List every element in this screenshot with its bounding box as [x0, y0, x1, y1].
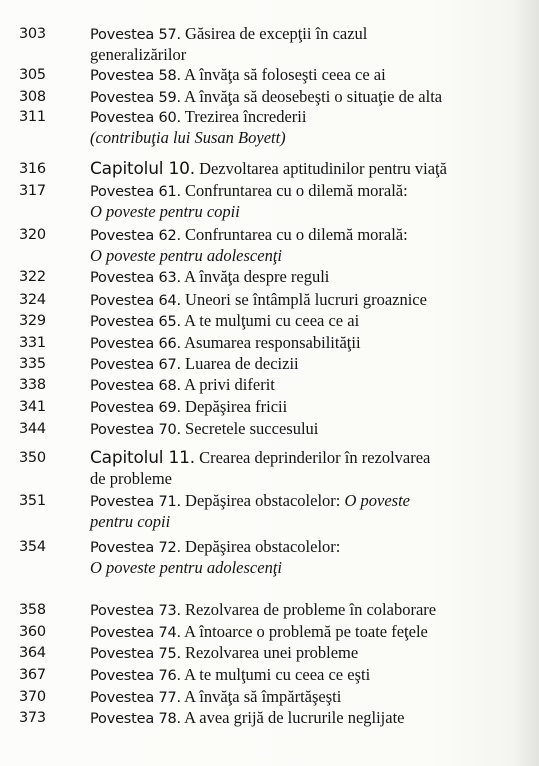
entry-title-line	[90, 419, 318, 440]
entry-title-text: A învăţa să împărtăşeşti	[184, 687, 342, 706]
page-number: 338	[19, 377, 46, 393]
entry-title-text: Depăşirea obstacolelor:	[185, 491, 341, 510]
entry-title-line	[90, 512, 170, 532]
entry-title-line	[90, 354, 299, 375]
page-number: 341	[19, 399, 46, 415]
entry-title-line	[90, 491, 410, 512]
entry-title-text: Crearea deprinderilor în rezolvarea	[199, 448, 431, 467]
entry-title-text: Dezvoltarea aptitudinilor pentru viaţă	[199, 159, 447, 178]
page-number: 373	[19, 710, 46, 726]
entry-title-line	[90, 181, 408, 202]
page-number: 329	[19, 313, 46, 329]
story-label: Povestea 75.	[90, 646, 181, 662]
story-label: Povestea 58.	[90, 68, 181, 84]
story-label: Povestea 62.	[90, 228, 181, 244]
story-label: Povestea 61.	[90, 184, 181, 200]
page-number: 324	[19, 292, 46, 308]
entry-title-line	[90, 225, 408, 246]
story-label: Povestea 74.	[90, 625, 181, 641]
entry-title-line	[90, 45, 186, 65]
entry-title-line	[90, 537, 340, 558]
entry-title-line	[90, 65, 386, 86]
entry-title-text: A învăţa să deosebeşti o situaţie de alta	[184, 87, 443, 106]
story-label: Povestea 57.	[90, 27, 181, 43]
entry-title-line	[90, 87, 442, 108]
story-label: Povestea 71.	[90, 494, 181, 510]
story-label: Povestea 70.	[90, 422, 181, 438]
entry-title-text: Găsirea de excepţii în cazul	[185, 24, 368, 43]
story-label: Povestea 69.	[90, 400, 181, 416]
story-label: Povestea 72.	[90, 540, 181, 556]
entry-title-line	[90, 622, 428, 643]
story-label: Povestea 59.	[90, 90, 181, 106]
entry-title-text: Depăşirea obstacolelor:	[185, 537, 341, 556]
page-number: 335	[19, 356, 46, 372]
entry-title-text: Confruntarea cu o dilemă morală:	[185, 181, 408, 200]
entry-subtitle-text: O poveste	[344, 491, 411, 510]
page-number: 351	[19, 493, 46, 509]
page-number: 331	[19, 335, 46, 351]
entry-title-text: Rezolvarea unei probleme	[185, 643, 359, 662]
entry-title-line	[90, 290, 427, 311]
page-number: 344	[19, 421, 46, 437]
story-label: Povestea 78.	[90, 711, 181, 727]
story-label: Povestea 68.	[90, 378, 181, 394]
entry-title-text: A întoarce o problemă pe toate feţele	[184, 622, 428, 641]
story-label: Povestea 67.	[90, 357, 181, 373]
entry-title-text: A învăţa să foloseşti ceea ce ai	[184, 65, 386, 84]
entry-title-text: A privi diferit	[184, 375, 275, 394]
page-number: 350	[19, 450, 46, 466]
entry-title-line	[90, 643, 358, 664]
entry-title-text: Secretele succesului	[185, 419, 319, 438]
entry-title-line	[90, 311, 359, 332]
entry-title-line	[90, 558, 282, 578]
entry-title-text: Confruntarea cu o dilemă morală:	[185, 225, 408, 244]
page-number: 354	[19, 539, 46, 555]
entry-title-line	[90, 448, 430, 468]
story-label: Povestea 64.	[90, 293, 181, 309]
page-number: 316	[19, 161, 46, 177]
page-number: 367	[19, 667, 46, 683]
entry-title-line	[90, 469, 172, 489]
entry-title-text: pentru copii	[90, 512, 171, 531]
story-label: Povestea 77.	[90, 690, 181, 706]
page-number: 358	[19, 602, 46, 618]
entry-title-line	[90, 128, 286, 148]
story-label: Povestea 65.	[90, 314, 181, 330]
entry-title-line	[90, 246, 282, 266]
page-number: 370	[19, 689, 46, 705]
entry-title-line	[90, 24, 367, 45]
page-number: 320	[19, 227, 46, 243]
entry-title-line	[90, 687, 341, 708]
entry-title-line	[90, 397, 287, 418]
page-number: 317	[19, 183, 46, 199]
chapter-label: Capitolul 10.	[90, 159, 195, 179]
story-label: Povestea 76.	[90, 668, 181, 684]
entry-title-line	[90, 107, 306, 128]
entry-title-text: A avea grijă de lucrurile neglijate	[184, 708, 405, 727]
entry-title-text: A învăţa despre reguli	[184, 267, 330, 286]
entry-title-line	[90, 159, 447, 179]
entry-title-line	[90, 333, 361, 354]
entry-title-text: generalizărilor	[90, 45, 187, 64]
entry-title-text: de probleme	[90, 469, 173, 488]
entry-title-text: Luarea de decizii	[185, 354, 299, 373]
page-number: 305	[19, 67, 46, 83]
page-number: 308	[19, 89, 46, 105]
story-label: Povestea 66.	[90, 336, 181, 352]
entry-title-line	[90, 202, 240, 222]
entry-title-line	[90, 600, 436, 621]
entry-title-text: Rezolvarea de probleme în colaborare	[185, 600, 437, 619]
story-label: Povestea 63.	[90, 270, 181, 286]
entry-title-line	[90, 708, 405, 729]
story-label: Povestea 60.	[90, 110, 181, 126]
entry-title-line	[90, 267, 329, 288]
entry-title-text: O poveste pentru adolescenţi	[90, 246, 282, 265]
page-number: 360	[19, 624, 46, 640]
entry-title-text: Uneori se întâmplă lucruri groaznice	[185, 290, 427, 309]
entry-title-text: Trezirea încrederii	[184, 107, 307, 126]
entry-title-text: Asumarea responsabilităţii	[184, 333, 361, 352]
entry-title-text: A te mulţumi cu ceea ce ai	[184, 311, 360, 330]
page-number: 303	[19, 26, 46, 42]
entry-title-line	[90, 665, 370, 686]
story-label: Povestea 73.	[90, 603, 181, 619]
entry-title-text: Depăşirea fricii	[185, 397, 288, 416]
entry-title-text: (contribuţia lui Susan Boyett)	[90, 128, 286, 147]
entry-title-line	[90, 375, 275, 396]
entry-title-text: A te mulţumi cu ceea ce eşti	[184, 665, 371, 684]
chapter-label: Capitolul 11.	[90, 448, 195, 468]
entry-title-text: O poveste pentru copii	[90, 202, 240, 221]
page-number: 322	[19, 269, 46, 285]
page-number: 311	[19, 109, 46, 125]
entry-title-text: O poveste pentru adolescenţi	[90, 558, 282, 577]
page-number: 364	[19, 645, 46, 661]
